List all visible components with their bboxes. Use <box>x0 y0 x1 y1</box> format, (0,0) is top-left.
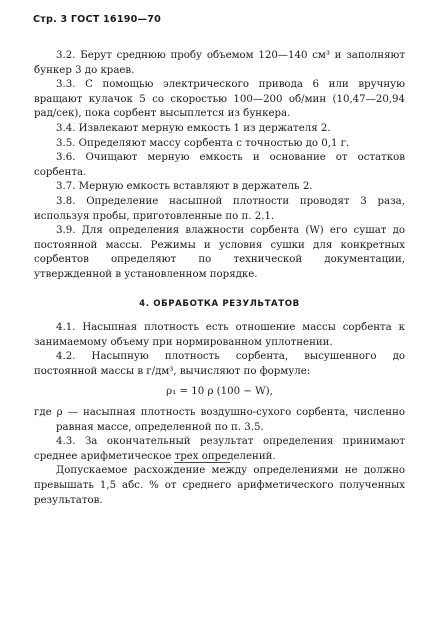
paragraph-4-2: 4.2. Насыпную плотность сорбента, высушенного до постоянной массы в г/дм³, вычисляют по формуле: <box>34 351 405 377</box>
section-heading: 4. ОБРАБОТКА РЕЗУЛЬТАТОВ <box>139 298 300 309</box>
paragraph-3-7: 3.7. Мерную емкость вставляют в держатель 2. <box>56 181 313 193</box>
end-rule <box>174 462 230 463</box>
paragraph-3-8: 3.8. Определение насыпной плотности проводят 3 раза, используя пробы, приготовленные по п. 2.1. <box>34 195 405 222</box>
paragraph-3-9: 3.9. Для определения влажности сорбента (W) его сушат до постоянной массы. Режимы и условия сушки для конкретных сорбентов определяют по технической документации, утвержденной в установленном порядке. <box>34 225 405 280</box>
paragraph-3-3: 3.3. С помощью электрического привода 6 или вручную вращают кулачок 5 со скоростью 100—200 об/мин (10,47—20,94 рад/сек), пока сорбент высыплется из бункера. <box>34 79 405 120</box>
paragraph-tolerance: Допускаемое расхождение между определениями не должно превышать 1,5 абс. % от среднего арифметического полученных результатов. <box>34 465 405 506</box>
paragraph-4-1: 4.1. Насыпная плотность есть отношение массы сорбента к занимаемому объему при нормированном уплотнении. <box>34 322 405 348</box>
paragraph-4-3: 4.3. За окончательный результат определения принимают среднее арифметическое трех определений. <box>34 436 405 462</box>
paragraph-3-5: 3.5. Определяют массу сорбента с точностью до 0,1 г. <box>56 137 350 149</box>
paragraph-3-6: 3.6. Очищают мерную емкость и основание от остатков сорбента. <box>34 152 405 178</box>
page-header: Стр. 3 ГОСТ 16190—70 <box>33 14 161 25</box>
paragraph-3-4: 3.4. Извлекают мерную емкость 1 из держателя 2. <box>56 122 331 134</box>
formula-definition: где ρ — насыпная плотность воздушно-сухого сорбента, численно равная массе, определенной по п. 3.5. <box>34 407 405 433</box>
paragraph-3-2: 3.2. Берут среднюю пробу объемом 120—140 см³ и заполняют бункер 3 до краев. <box>34 50 405 76</box>
formula: ρ₁ = 10 ρ (100 − W), <box>166 386 273 398</box>
document-body <box>34 49 405 508</box>
